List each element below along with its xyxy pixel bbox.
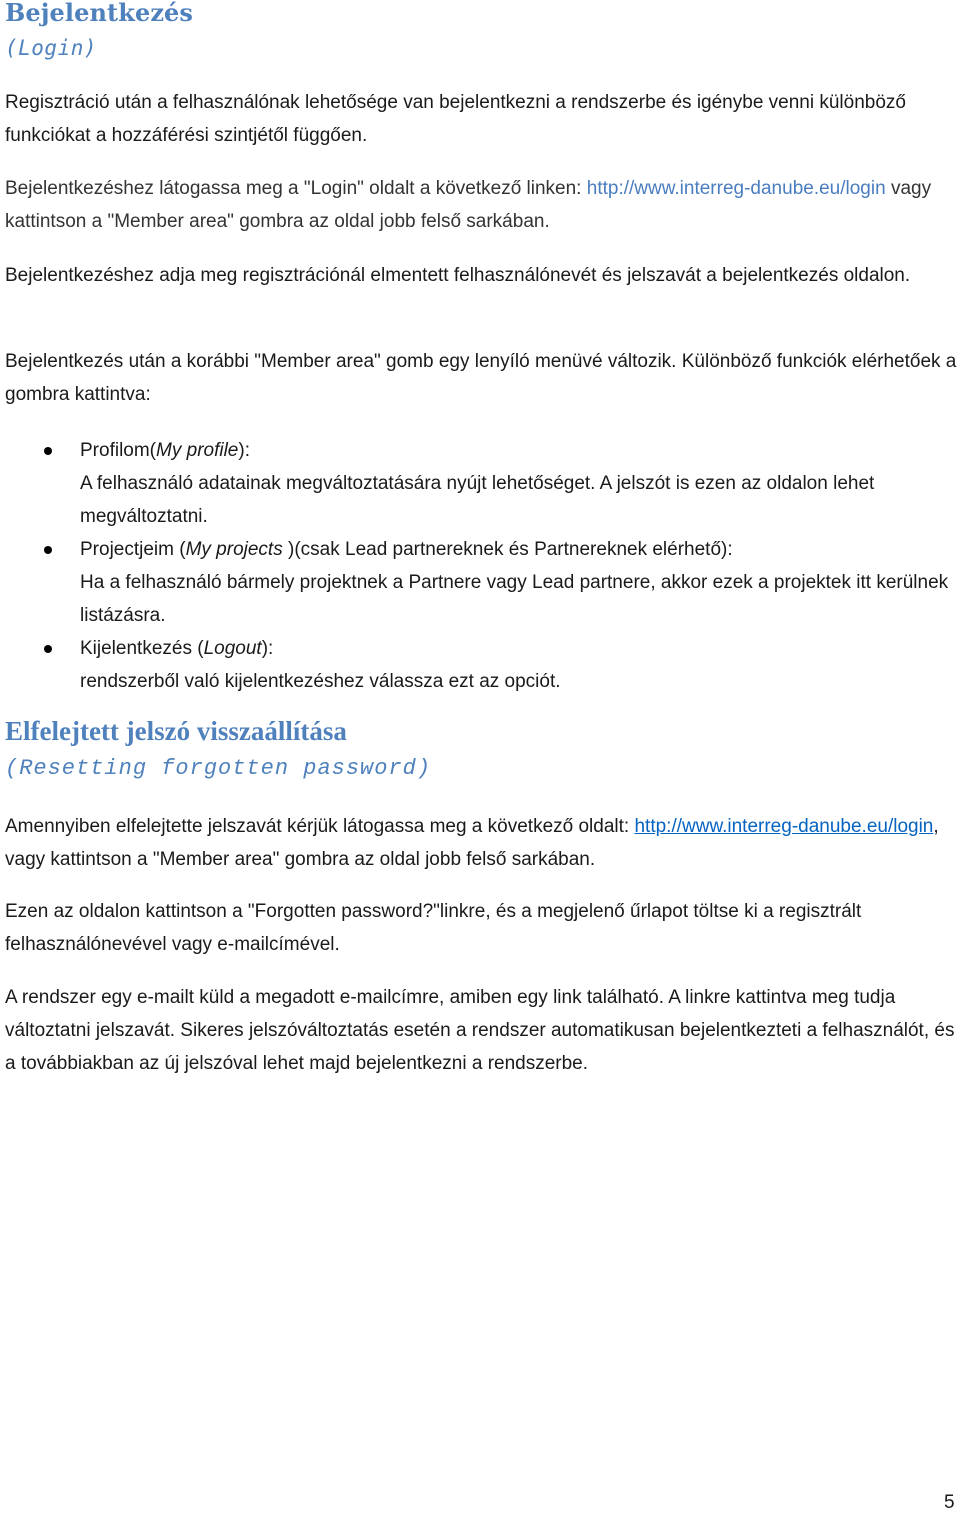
paragraph-text: Bejelentkezéshez látogassa meg a "Login" oldalt a következő linken:: [5, 178, 587, 199]
member-menu-list: [0, 434, 960, 698]
paragraph-reset-email: A rendszer egy e-mailt küld a megadott e-mailcímre, amiben egy link található. A linkre kattintva meg tudja változtatni jelszavát. Sikeres jelszóváltoztatás esetén a rendszer automatikusan bejelentkezteti a felhasználót, és a továbbiakban az új jelszóval lehet majd bejelentkezni a rendszerbe.: [5, 987, 955, 1074]
paragraph-reset-link: [5, 810, 960, 876]
section-subtitle-login: (Login): [5, 36, 98, 60]
paragraph-forgotten-password: Ezen az oldalon kattintson a "Forgotten password?"linkre, és a megjelenő űrlapot töltse ki a regisztrált felhasználónevével vagy e-mailcímével.: [5, 901, 862, 955]
paragraph-intro: Regisztráció után a felhasználónak lehetősége van bejelentkezni a rendszerbe és igénybe venni különböző funkciókat a hozzáférési szintjétől függően.: [5, 92, 906, 146]
paragraph-credentials: Bejelentkezéshez adja meg regisztrációnál elmentett felhasználónevét és jelszavát a bejelentkezés oldalon.: [5, 265, 911, 286]
bullet-icon: [44, 645, 52, 653]
paragraph-text: , vagy kattintson a "Member area" gombra az oldal jobb felső sarkában.: [5, 816, 939, 870]
list-item-label: Profilom(My profile):: [80, 440, 250, 461]
list-item-description: A felhasználó adatainak megváltoztatására nyújt lehetőséget. A jelszót is ezen az oldalon lehet megváltoztatni.: [80, 473, 875, 527]
list-item-label: Kijelentkezés (Logout):: [80, 638, 274, 659]
bullet-icon: [44, 546, 52, 554]
paragraph-login-link: [5, 172, 960, 238]
list-item-logout: [0, 632, 960, 698]
section-subtitle-password-reset: (Resetting forgotten password): [5, 756, 432, 781]
section-title-password-reset: Elfelejtett jelszó visszaállítása: [5, 716, 347, 746]
paragraph-member-menu: Bejelentkezés után a korábbi "Member area" gomb egy lenyíló menüvé változik. Különböző funkciók elérhetőek a gombra kattintva:: [5, 351, 957, 405]
list-item-description: Ha a felhasználó bármely projektnek a Partnere vagy Lead partnere, akkor ezek a projektek itt kerülnek listázásra.: [80, 572, 949, 626]
section-title-login: Bejelentkezés: [5, 0, 194, 27]
paragraph-text: vagy kattintson a "Member area" gombra az oldal jobb felső sarkában.: [5, 178, 932, 232]
reset-login-link[interactable]: http://www.interreg-danube.eu/login: [634, 816, 934, 837]
list-item-my-projects: [0, 533, 960, 632]
bullet-icon: [44, 447, 52, 455]
list-item-label: Projectjeim (My projects )(csak Lead partnereknek és Partnereknek elérhető):: [80, 539, 733, 560]
page-number: 5: [944, 1492, 955, 1513]
paragraph-text: Amennyiben elfelejtette jelszavát kérjük látogassa meg a következő oldalt:: [5, 816, 635, 837]
list-item-my-profile: [0, 434, 960, 533]
list-item-description: rendszerből való kijelentkezéshez válassza ezt az opciót.: [80, 671, 561, 692]
login-link[interactable]: http://www.interreg-danube.eu/login: [586, 178, 886, 199]
